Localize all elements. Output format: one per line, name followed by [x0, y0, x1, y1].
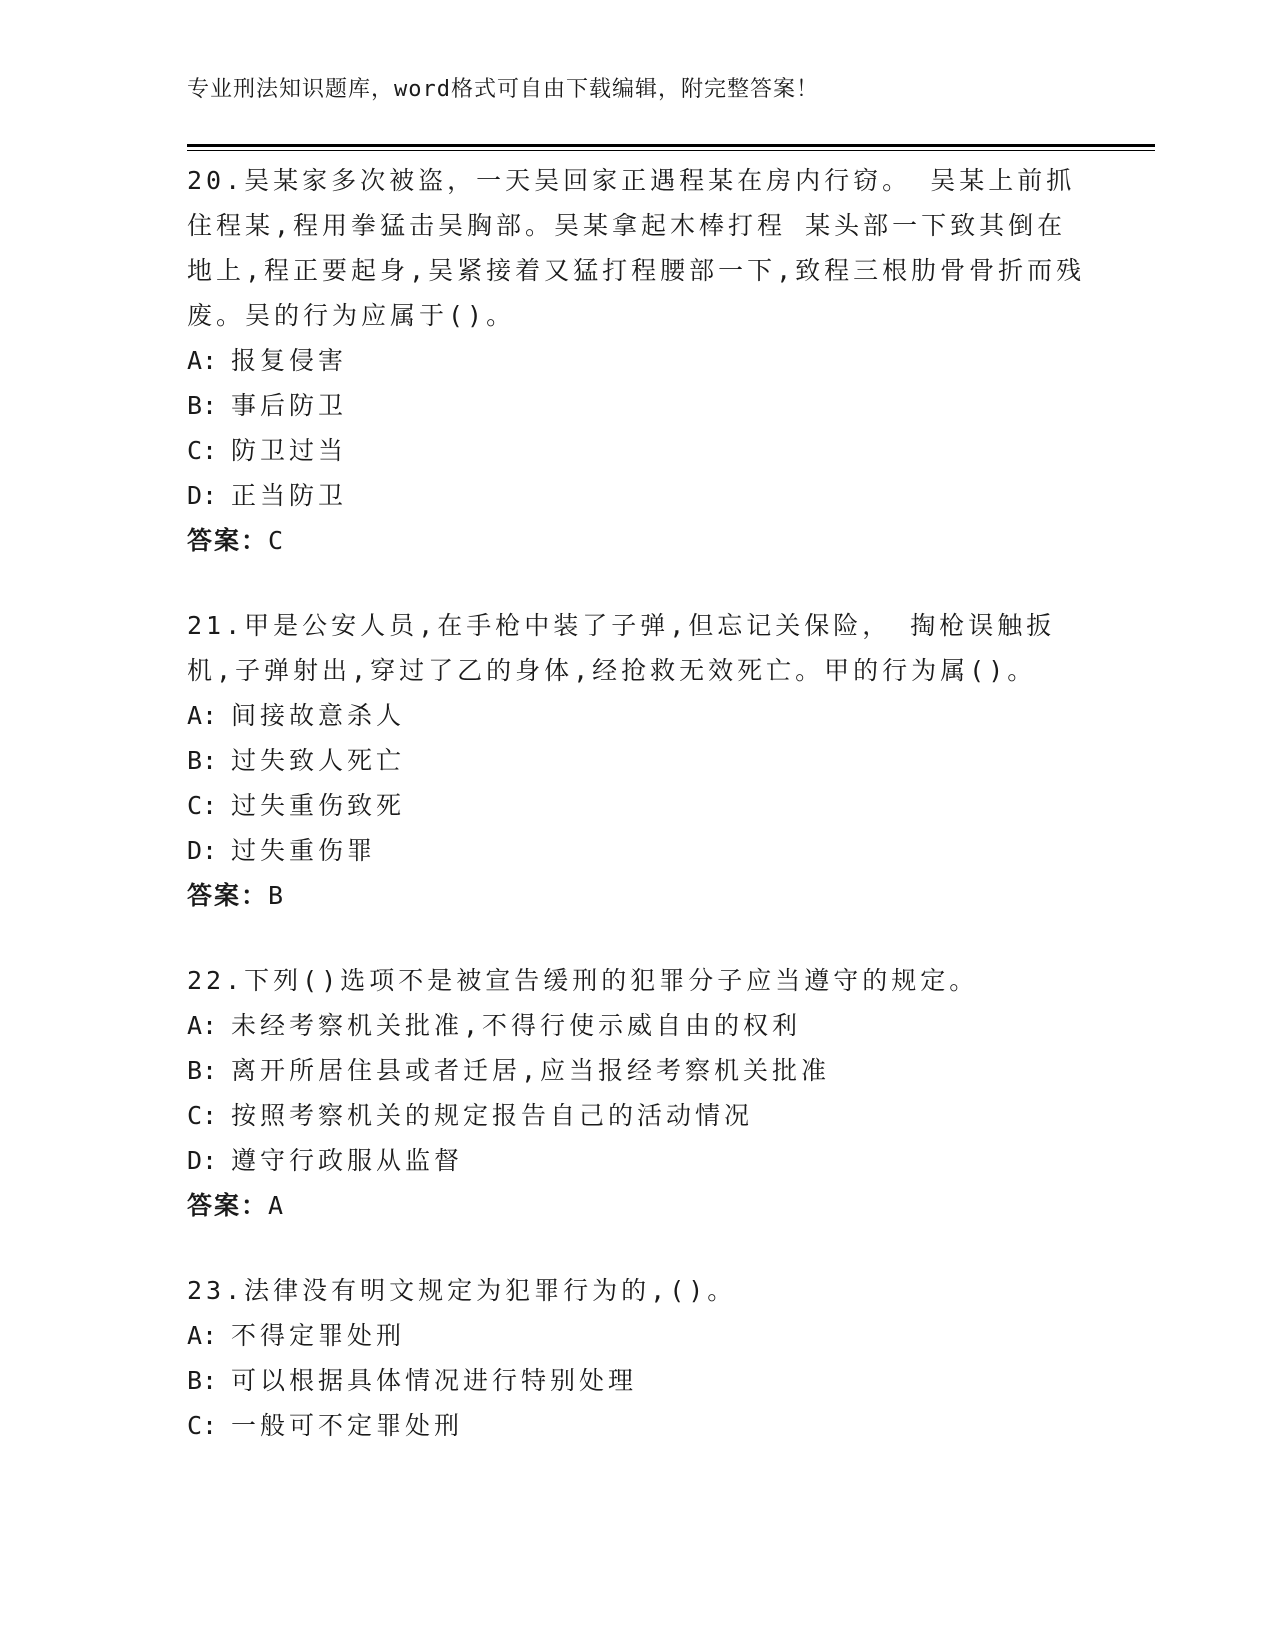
option-letter: C:: [187, 791, 218, 820]
answer-label: 答案：: [187, 881, 269, 910]
page-header: 专业刑法知识题库，word格式可自由下载编辑，附完整答案！: [187, 77, 819, 102]
option-letter: A:: [187, 346, 218, 375]
option-letter: B:: [187, 1366, 218, 1395]
question-text: 23.法律没有明文规定为犯罪行为的,()。: [187, 1276, 737, 1305]
option-text: 正当防卫: [231, 481, 348, 510]
option-d: [187, 1138, 1087, 1183]
answer-line: [187, 518, 1087, 563]
option-text: 防卫过当: [231, 436, 348, 465]
option-a: [187, 1003, 1087, 1048]
question-20: [187, 158, 1087, 563]
option-text: 遵守行政服从监督: [231, 1146, 464, 1175]
option-a: [187, 693, 1087, 738]
option-letter: A:: [187, 701, 218, 730]
question-text: 21.甲是公安人员,在手枪中装了子弹,但忘记关保险， 掏枪误触扳机,子弹射出,穿过了乙的身体,经抢救无效死亡。甲的行为属()。: [187, 611, 1056, 685]
answer-value: C: [268, 526, 284, 555]
option-d: [187, 473, 1087, 518]
option-letter: C:: [187, 1101, 218, 1130]
answer-value: B: [268, 881, 284, 910]
option-text: 离开所居住县或者迁居,应当报经考察机关批准: [231, 1056, 831, 1085]
option-d: [187, 828, 1087, 873]
option-b: [187, 383, 1087, 428]
answer-line: [187, 873, 1087, 918]
option-text: 间接故意杀人: [231, 701, 406, 730]
option-c: [187, 1093, 1087, 1138]
option-letter: A:: [187, 1321, 218, 1350]
option-text: 报复侵害: [231, 346, 348, 375]
option-letter: B:: [187, 1056, 218, 1085]
answer-label: 答案：: [187, 1191, 269, 1220]
answer-line: [187, 1183, 1087, 1228]
option-letter: C:: [187, 1411, 218, 1440]
option-text: 按照考察机关的规定报告自己的活动情况: [231, 1101, 754, 1130]
option-text: 一般可不定罪处刑: [231, 1411, 464, 1440]
answer-value: A: [268, 1191, 284, 1220]
option-a: [187, 338, 1087, 383]
header-rule-thin: [187, 150, 1155, 151]
option-letter: D:: [187, 481, 218, 510]
question-text: 20.吴某家多次被盗，一天吴回家正遇程某在房内行窃。 吴某上前抓住程某,程用拳猛击吴胸部。吴某拿起木棒打程 某头部一下致其倒在地上,程正要起身,吴紧接着又猛打程腰部一下,致程三根肋骨骨折而残废。吴的行为应属于()。: [187, 166, 1086, 330]
option-letter: B:: [187, 746, 218, 775]
option-text: 可以根据具体情况进行特别处理: [231, 1366, 638, 1395]
question-23: [187, 1268, 1087, 1448]
option-c: [187, 428, 1087, 473]
question-text: 22.下列()选项不是被宣告缓刑的犯罪分子应当遵守的规定。: [187, 966, 979, 995]
option-letter: D:: [187, 1146, 218, 1175]
option-text: 过失重伤致死: [231, 791, 406, 820]
option-b: [187, 738, 1087, 783]
option-b: [187, 1048, 1087, 1093]
question-22: [187, 958, 1087, 1228]
answer-label: 答案：: [187, 526, 269, 555]
option-c: [187, 783, 1087, 828]
option-letter: C:: [187, 436, 218, 465]
option-letter: A:: [187, 1011, 218, 1040]
option-c: [187, 1403, 1087, 1448]
option-b: [187, 1358, 1087, 1403]
option-letter: B:: [187, 391, 218, 420]
option-text: 过失致人死亡: [231, 746, 406, 775]
option-text: 过失重伤罪: [231, 836, 377, 865]
question-21: [187, 603, 1087, 918]
option-text: 事后防卫: [231, 391, 348, 420]
option-text: 未经考察机关批准,不得行使示威自由的权利: [231, 1011, 802, 1040]
option-a: [187, 1313, 1087, 1358]
option-text: 不得定罪处刑: [231, 1321, 406, 1350]
question-list: [187, 158, 1087, 1488]
header-rule-thick: [187, 144, 1155, 147]
option-letter: D:: [187, 836, 218, 865]
